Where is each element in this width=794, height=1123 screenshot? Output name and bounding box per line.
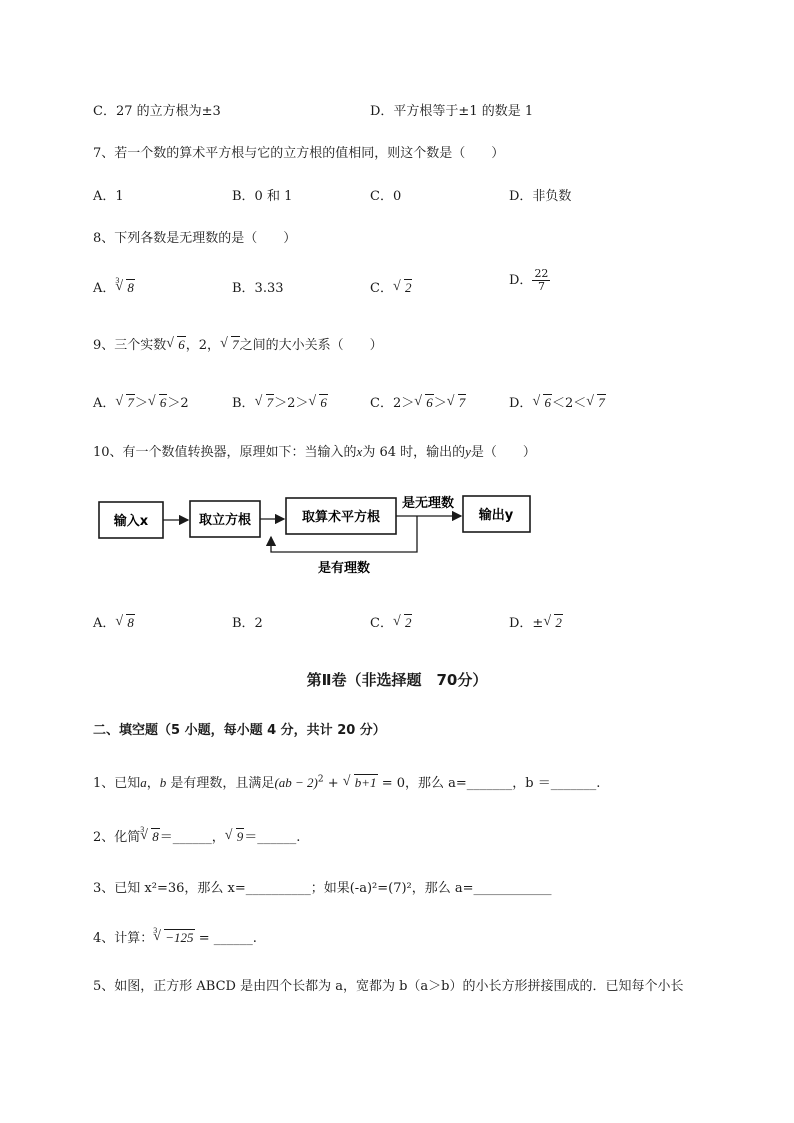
radicand: 2 <box>555 615 562 630</box>
square-root <box>220 337 240 353</box>
numerator: 22 <box>534 267 549 280</box>
f1-mid: 是有理数，且满足 <box>166 776 275 791</box>
comparator: ＞ <box>134 396 148 411</box>
q10-stem <box>93 441 536 460</box>
q8-option-c-label: C． <box>370 281 393 296</box>
option-tail: ＞2 <box>167 396 189 411</box>
fill-question-2 <box>93 826 300 845</box>
radicand: 2 <box>404 615 412 630</box>
radicand: b+1 <box>354 775 377 790</box>
q10-stem-prefix: 10、有一个数值转换器，原理如下：当输入的 <box>93 445 357 460</box>
expression: (ab − 2) <box>274 775 318 790</box>
radicand: 6 <box>320 395 327 410</box>
cube-root <box>153 926 194 946</box>
fill-question-4 <box>93 927 257 946</box>
q9-option-d <box>509 392 606 411</box>
square-root <box>447 395 467 411</box>
radicand: 8 <box>127 615 134 630</box>
square-root <box>115 395 135 411</box>
exponent: 2 <box>317 774 324 785</box>
q9-stem <box>93 334 383 353</box>
option-label: A． <box>93 396 116 411</box>
radicand: 8 <box>152 829 159 844</box>
radicand: 9 <box>236 829 244 844</box>
q10-option-a <box>93 612 135 631</box>
radicand: 6 <box>426 395 433 410</box>
variable-x: x <box>356 444 363 459</box>
q8-option-a <box>93 277 135 296</box>
root-index: √ 3 <box>153 926 158 935</box>
q8-option-d <box>509 268 550 293</box>
square-root <box>393 615 413 631</box>
irrational-label: 是无理数 <box>401 496 455 511</box>
q10-option-b: B．2 <box>232 616 263 631</box>
fraction <box>532 268 550 293</box>
separator: ， <box>146 776 160 791</box>
fill-question-1 <box>93 772 600 791</box>
cube-root <box>115 276 135 296</box>
input-label: 输入x <box>113 514 149 529</box>
comparator: ＞ <box>433 396 447 411</box>
q8-option-d-label: D． <box>509 273 533 288</box>
f2-mid: ＝______， <box>159 830 225 845</box>
square-root <box>255 395 275 411</box>
radicand: 6 <box>178 337 185 352</box>
option-label: C． <box>370 616 393 631</box>
q10-stem-mid: 为 64 时，输出的 <box>362 445 466 460</box>
root-index: √ 3 <box>140 825 145 834</box>
square-root <box>532 395 552 411</box>
cube-root <box>140 825 160 845</box>
radicand: 6 <box>544 395 551 410</box>
q10-option-c <box>370 612 412 631</box>
fill-question-3: 3、已知 x²=36，那么 x=__________；如果(-a)²=(7)²，那么 a=____________ <box>93 881 552 896</box>
square-root <box>115 615 135 631</box>
q7-option-a: A．1 <box>93 189 124 204</box>
rational-label: 是有理数 <box>317 561 371 576</box>
option-label: D． <box>509 396 533 411</box>
q10-stem-suffix: 是（ ） <box>470 445 536 460</box>
sqrt-label: 取算术平方根 <box>301 510 381 525</box>
variable-a: a <box>140 775 147 790</box>
q6-option-d: D．平方根等于±1 的数是 1 <box>370 104 534 119</box>
f2-prefix: 2、化简 <box>93 830 141 845</box>
comparator: ＜2＜ <box>551 396 587 411</box>
f1-tail: ，那么 a=_______，b ＝_______. <box>405 776 601 791</box>
denominator: 7 <box>537 280 545 293</box>
square-root <box>543 615 563 631</box>
square-root <box>393 280 413 296</box>
radicand: −125 <box>165 930 194 945</box>
q8-stem: 8、下列各数是无理数的是（ ） <box>93 231 297 246</box>
option-label: B． <box>232 396 255 411</box>
f1-prefix: 1、已知 <box>93 776 141 791</box>
q7-option-b: B．0 和 1 <box>232 189 293 204</box>
q9-stem-mid: ，2， <box>185 338 221 353</box>
plus: + <box>323 776 343 791</box>
radicand: 7 <box>127 395 134 410</box>
q9-option-c <box>370 392 466 411</box>
q9-stem-prefix: 9、三个实数 <box>93 338 167 353</box>
q6-option-c: C．27 的立方根为±3 <box>93 104 221 119</box>
radicand: 7 <box>266 395 274 410</box>
q9-option-a <box>93 392 189 411</box>
q7-option-c: C．0 <box>370 189 402 204</box>
square-root <box>308 395 328 411</box>
cube-root-label: 取立方根 <box>198 513 252 528</box>
radicand: 6 <box>159 395 167 410</box>
q8-option-c <box>370 277 412 296</box>
radicand: 7 <box>458 395 466 410</box>
f2-tail: ＝______. <box>244 830 301 845</box>
radicand: 7 <box>232 337 239 352</box>
q7-stem: 7、若一个数的算术平方根与它的立方根的值相同，则这个数是（ ） <box>93 146 505 161</box>
option-label: D．± <box>509 616 544 631</box>
radicand: 2 <box>404 280 412 295</box>
option-label: C．2＞ <box>370 396 415 411</box>
square-root <box>586 395 606 411</box>
q9-option-b <box>232 392 328 411</box>
q9-stem-suffix: 之间的大小关系（ ） <box>239 338 383 353</box>
square-root <box>414 395 434 411</box>
equals: = 0 <box>377 776 405 791</box>
section-title: 第Ⅱ卷（非选择题 70分） <box>306 671 488 689</box>
q8-option-b: B．3.33 <box>232 281 284 296</box>
radicand: 7 <box>598 395 605 410</box>
square-root <box>166 337 186 353</box>
variable-y: y <box>465 444 471 459</box>
variable-b: b <box>159 775 167 790</box>
fill-question-5: 5、如图，正方形 ABCD 是由四个长都为 a，宽都为 b（a＞b）的小长方形拼接围成的．已知每个小长 <box>93 979 684 994</box>
comparator: ＞2＞ <box>274 396 309 411</box>
f4-prefix: 4、计算： <box>93 931 154 946</box>
q8-option-a-label: A． <box>93 281 116 296</box>
q10-option-d <box>509 612 563 631</box>
square-root <box>148 395 168 411</box>
flowchart <box>95 490 545 585</box>
f4-tail: = ______. <box>194 931 257 946</box>
section-subtitle: 二、填空题（5 小题，每小题 4 分，共计 20 分） <box>93 723 386 738</box>
square-root <box>225 829 245 845</box>
square-root <box>343 775 378 791</box>
output-label: 输出y <box>478 508 514 523</box>
q7-option-d: D．非负数 <box>509 189 572 204</box>
radicand: 8 <box>127 280 134 295</box>
root-index: √ 3 <box>115 276 120 285</box>
option-label: A． <box>93 616 116 631</box>
